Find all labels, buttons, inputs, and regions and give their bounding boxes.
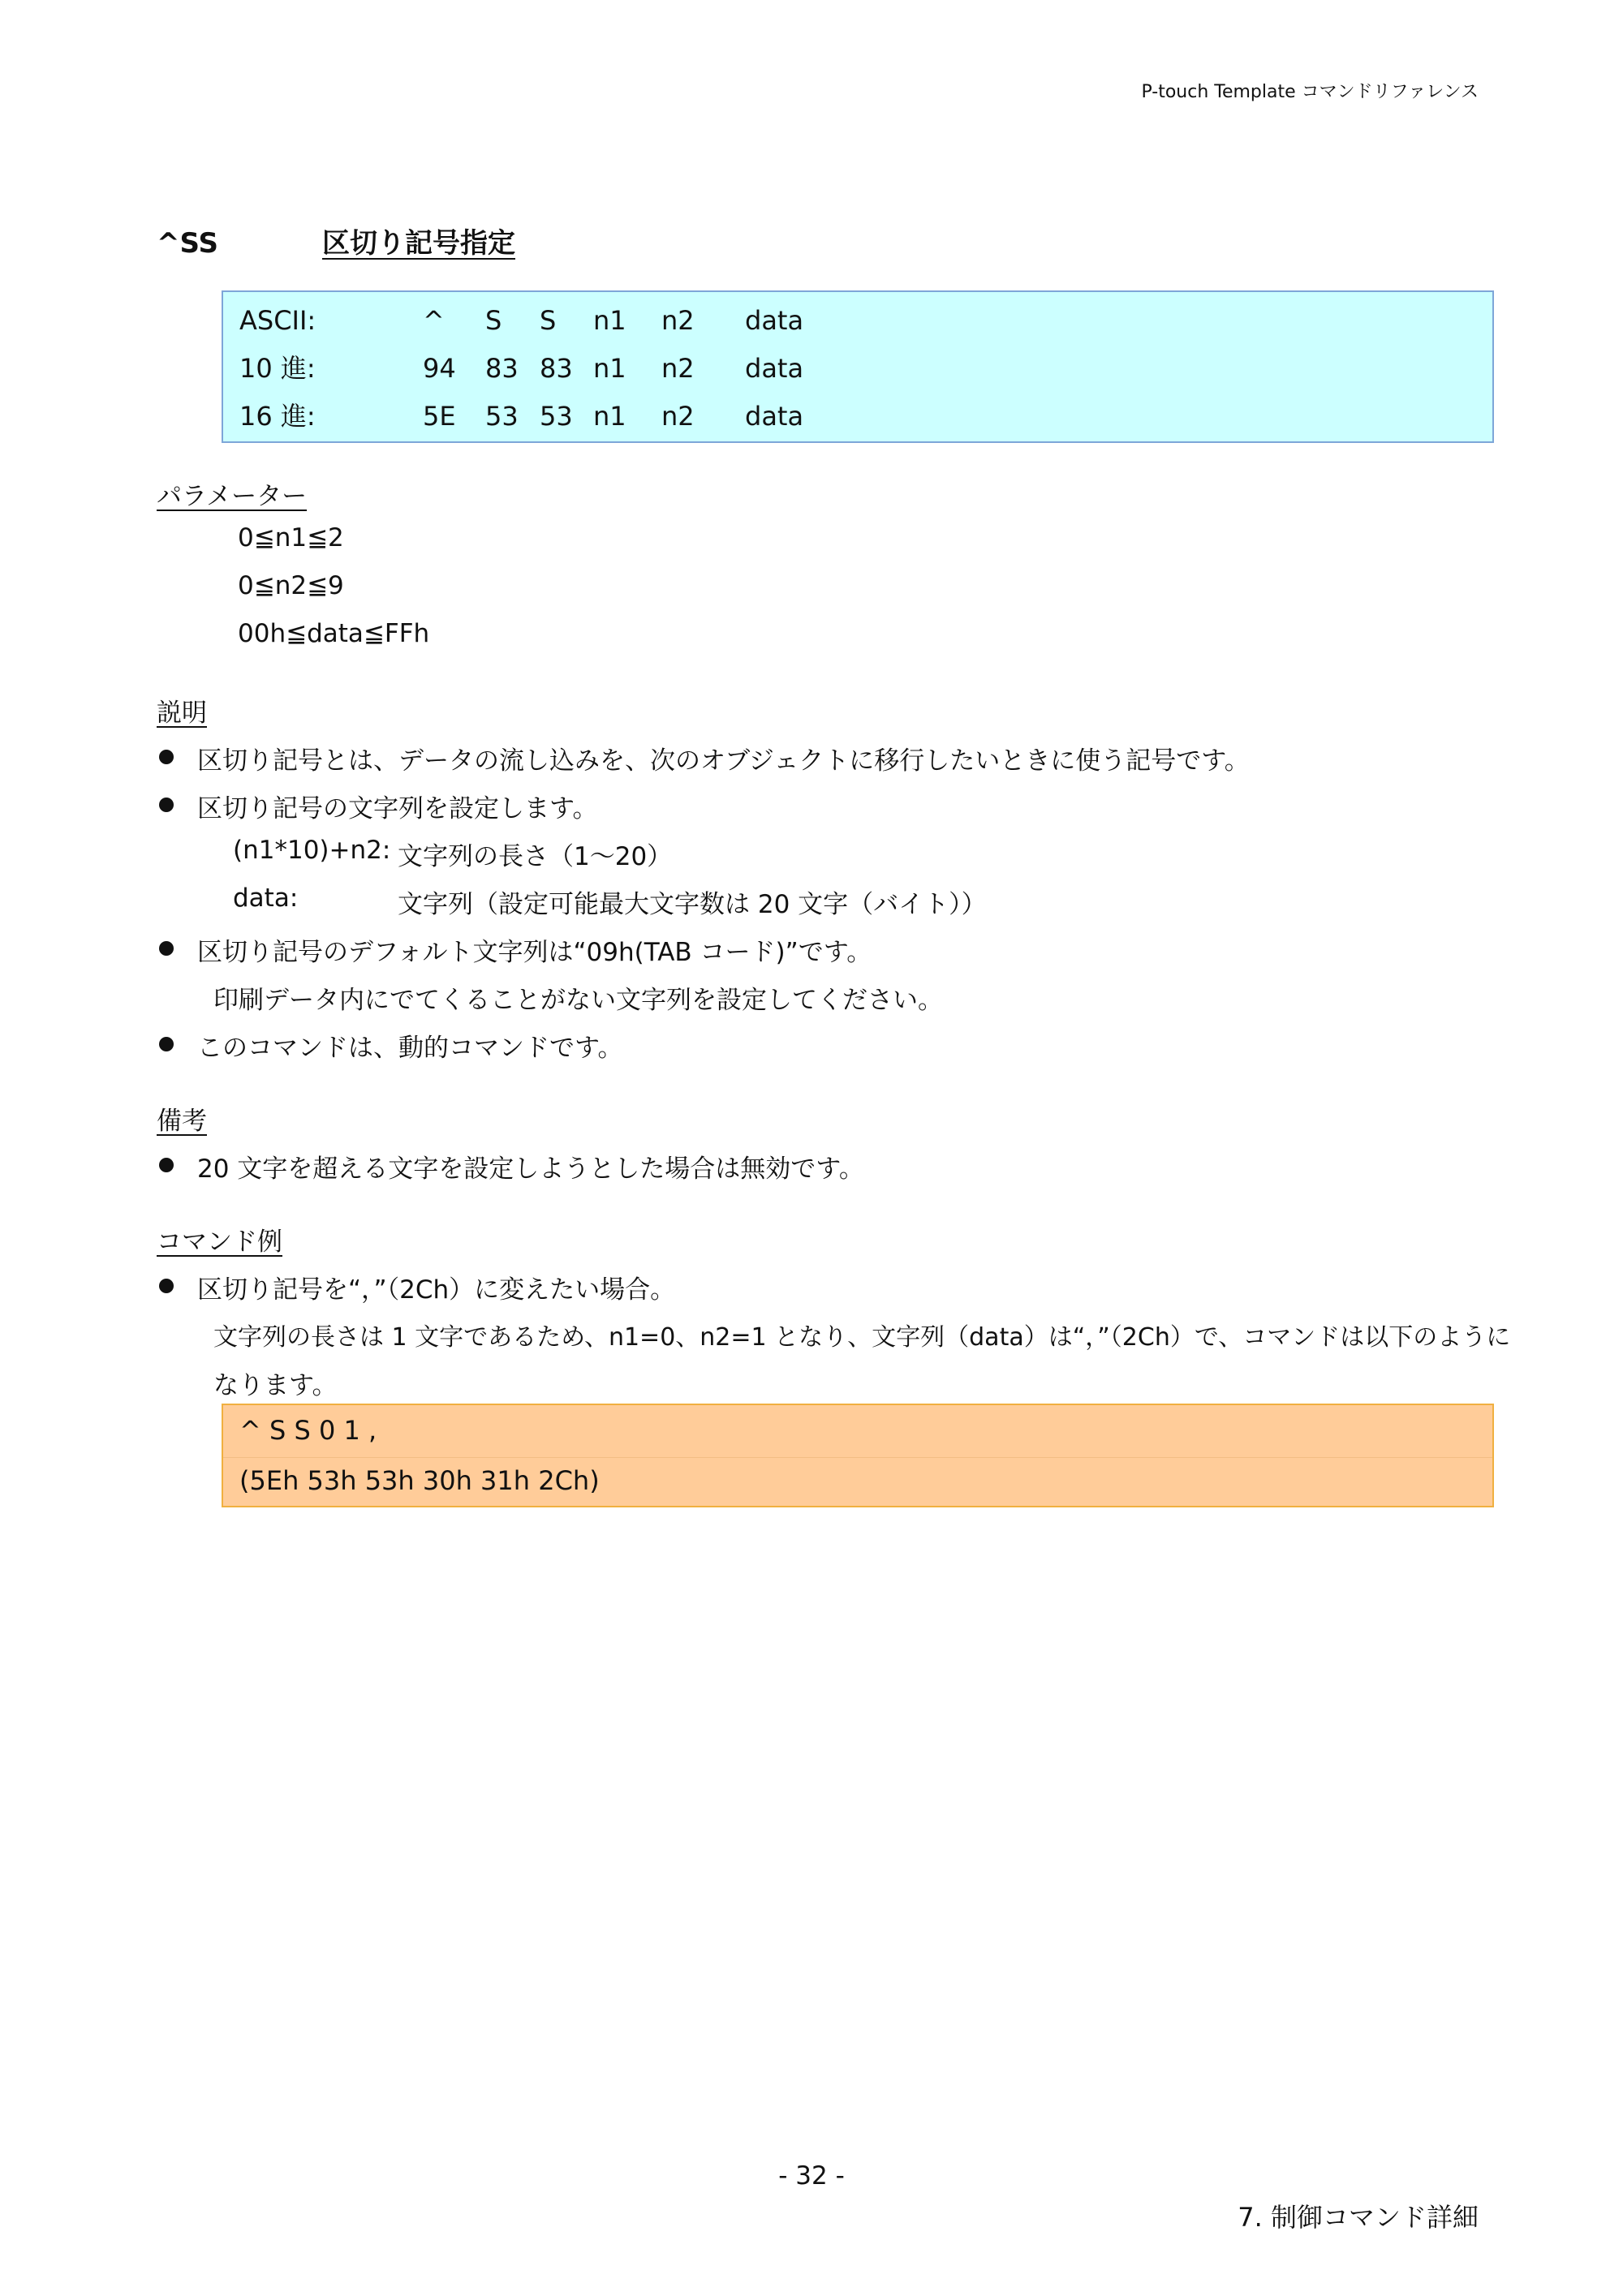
description-sub-value: 文字列（設定可能最大文字数は 20 文字（バイト））: [398, 890, 987, 919]
description-item: 区切り記号の文字列を設定します。: [197, 794, 598, 823]
code-row-label: 16 進:: [239, 401, 316, 432]
chapter-title: 7. 制御コマンド詳細: [1238, 2202, 1479, 2233]
description-sub-value: 文字列の長さ（1～20）: [398, 842, 673, 871]
command-code-table: [222, 290, 1494, 443]
code-cell: 53: [540, 401, 573, 432]
description-sub-label: data:: [233, 884, 299, 913]
code-cell: 5E: [423, 401, 456, 432]
bullet-icon: [159, 1037, 174, 1051]
description-sub-label: (n1*10)+n2:: [233, 836, 391, 865]
code-cell: n2: [661, 353, 695, 384]
document-title: P-touch Template コマンドリファレンス: [1141, 82, 1479, 102]
code-row-label: ASCII:: [239, 305, 316, 336]
code-cell: 83: [485, 353, 519, 384]
description-heading: 説明: [157, 699, 207, 728]
bullet-icon: [159, 750, 174, 764]
bullet-icon: [159, 1279, 174, 1293]
example-item: 区切り記号を“，”（2Ch）に変えたい場合。: [197, 1275, 676, 1305]
description-item: 区切り記号とは、データの流し込みを、次のオブジェクトに移行したいときに使う記号です。: [197, 746, 1250, 776]
example-code-line: (5Eh 53h 53h 30h 31h 2Ch): [239, 1465, 600, 1496]
example-divider: [223, 1457, 1492, 1458]
parameters-heading: パラメーター: [157, 482, 308, 511]
code-cell: n1: [593, 401, 626, 432]
code-cell: 83: [540, 353, 573, 384]
command-name: 区切り記号指定: [322, 227, 515, 260]
example-code-box: [222, 1404, 1494, 1507]
notes-item: 20 文字を超える文字を設定しようとした場合は無効です。: [197, 1154, 864, 1184]
code-cell: data: [745, 305, 804, 336]
example-heading: コマンド例: [157, 1228, 282, 1257]
code-cell: S: [485, 305, 502, 336]
parameter-item: 0≦n1≦2: [238, 523, 344, 553]
page-number: - 32 -: [778, 2161, 845, 2191]
command-heading: [157, 221, 515, 260]
description-item: 区切り記号のデフォルト文字列は“09h(TAB コード)”です。: [197, 938, 872, 967]
code-cell: 53: [485, 401, 519, 432]
notes-heading: 備考: [157, 1107, 207, 1136]
code-row-label: 10 進:: [239, 353, 316, 384]
code-cell: data: [745, 401, 804, 432]
parameter-item: 00h≦data≦FFh: [238, 619, 430, 648]
parameter-item: 0≦n2≦9: [238, 571, 344, 600]
description-item-continued: 印刷データ内にでてくることがない文字列を設定してください。: [213, 986, 943, 1015]
code-cell: data: [745, 353, 804, 384]
code-cell: n1: [593, 353, 626, 384]
bullet-icon: [159, 941, 174, 956]
description-item: このコマンドは、動的コマンドです。: [197, 1034, 623, 1063]
code-cell: n2: [661, 305, 695, 336]
command-code: ^SS: [157, 227, 218, 260]
code-cell: 94: [423, 353, 456, 384]
code-cell: n1: [593, 305, 626, 336]
code-cell: ^: [423, 305, 445, 336]
example-code-line: ^ S S 0 1 ,: [239, 1415, 377, 1446]
bullet-icon: [159, 1158, 174, 1172]
code-cell: n2: [661, 401, 695, 432]
example-text: 文字列の長さは 1 文字であるため、n1=0、n2=1 となり、文字列（data）は“，”（2Ch）で、コマンドは以下のように: [213, 1323, 1511, 1352]
example-text: なります。: [213, 1371, 338, 1400]
code-cell: S: [540, 305, 557, 336]
bullet-icon: [159, 798, 174, 812]
